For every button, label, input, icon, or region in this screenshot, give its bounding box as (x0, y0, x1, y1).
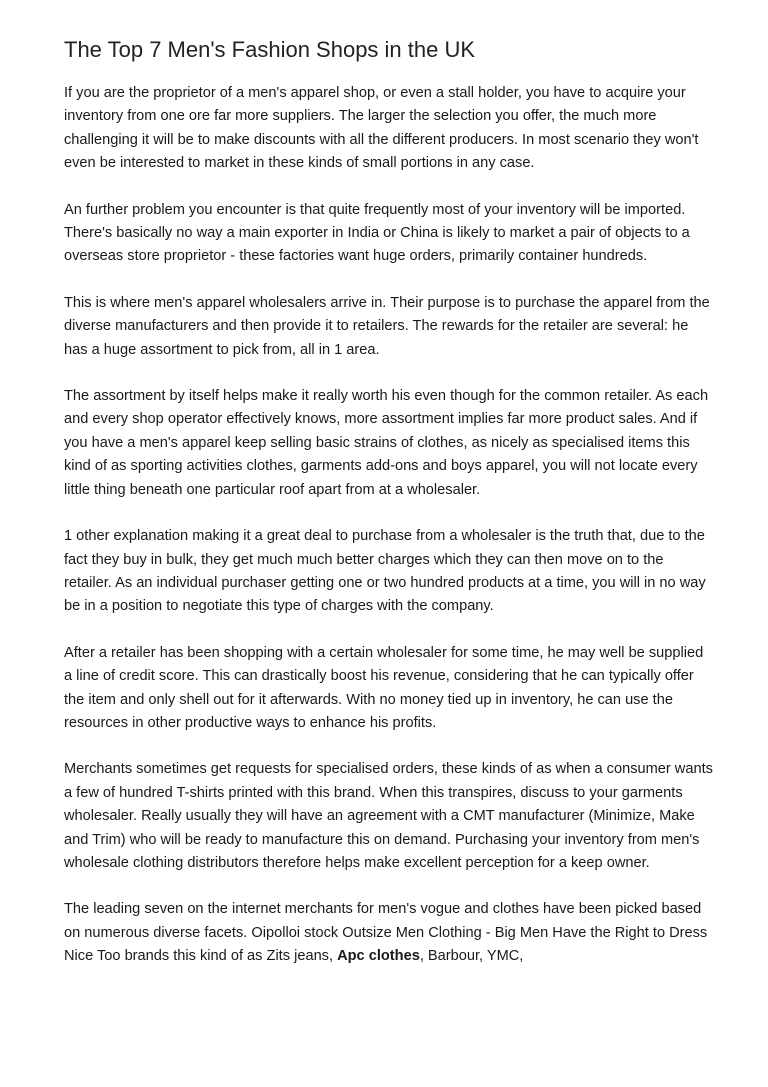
paragraph-4: The assortment by itself helps make it really worth his even though for the common retailer. As each and every shop operator effectively knows, more assortment implies far more product sales. And if you have a men's apparel keep selling basic strains of clothes, as nicely as specialised items this kind of as sporting activities clothes, garments add-ons and boys apparel, you will not locate every little thing beneath one particular roof apart from at a wholesaler. (64, 388, 709, 498)
paragraph-1: If you are the proprietor of a men's apparel shop, or even a stall holder, you have to acquire your inventory from one ore far more suppliers. The larger the selection you offer, the much more challenging it will be to make discounts with all the different producers. In most scenario they won't even be interested to market in these kinds of small portions in any case. (64, 85, 699, 172)
paragraph-3: This is where men's apparel wholesalers arrive in. Their purpose is to purchase the apparel from the diverse manufacturers and then provide it to retailers. The rewards for the retailer are several: he has a huge assortment to pick from, all in 1 area. (64, 294, 710, 358)
paragraph-5: 1 other explanation making it a great deal to purchase from a wholesaler is the truth that, due to the fact they buy in bulk, they get much much better charges which they can then move on to the retailer. As an individual purchaser getting one or two hundred products at a time, you will in no way be in a position to negotiate this type of charges with the company. (64, 528, 706, 615)
paragraph-8 (64, 898, 714, 968)
paragraph-2: An further problem you encounter is that quite frequently most of your inventory will be imported. There's basically no way a main exporter in India or China is likely to market a pair of objects to a overseas store proprietor - these factories want huge orders, primarily container hundreds. (64, 201, 690, 265)
paragraph-6: After a retailer has been shopping with a certain wholesaler for some time, he may well be supplied a line of credit score. This can drastically boost his revenue, considering that he can typically offer the item and only shell out for it afterwards. With no money tied up in inventory, he can use the resources in other productive ways to enhance his profits. (64, 644, 704, 731)
paragraph-7: Merchants sometimes get requests for specialised orders, these kinds of as when a consumer wants a few of hundred T-shirts printed with this brand. When this transpires, discuss to your garments wholesaler. Really usually they will have an agreement with a CMT manufacturer (Minimize, Make and Trim) who will be ready to manufacture this on demand. Purchasing your inventory from men's wholesale clothing distributors therefore helps make excellent perception for a keep owner. (64, 761, 713, 871)
paragraph-8-text-before: The leading seven on the internet merchants for men's vogue and clothes have been picked based on numerous diverse facets. Oipolloi stock Outsize Men Clothing - Big Men Have the Right to Dress Nice Too brands this kind of as Zits jeans, (64, 901, 708, 965)
apc-clothes-link[interactable]: Apc clothes (337, 948, 420, 965)
paragraph-8-text-after: , Barbour, YMC, (419, 948, 524, 965)
page-title: The Top 7 Men's Fashion Shops in the UK (64, 37, 476, 62)
document-body (64, 36, 714, 992)
